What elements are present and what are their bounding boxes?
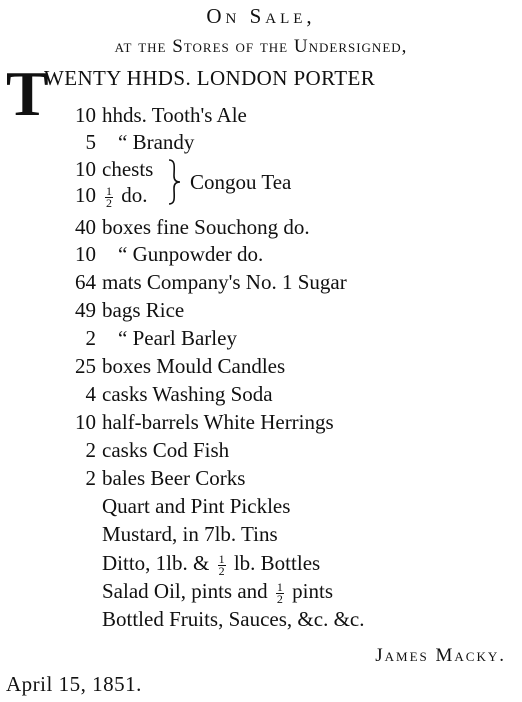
item-description: Ditto, 1lb. & $\frac{1}{2}$ lb. Bottles (102, 551, 321, 578)
item-quantity: 10 (75, 183, 96, 207)
item-description: hhds. Tooth's Ale (102, 103, 247, 127)
item-description: “ Brandy (118, 130, 195, 154)
item-quantity: 10 (75, 103, 96, 127)
item-description: casks Cod Fish (102, 438, 230, 462)
item-quantity: 10 (75, 410, 96, 434)
item-description: boxes Mould Candles (102, 354, 286, 378)
drop-cap: T (6, 58, 49, 129)
item-quantity: 25 (75, 354, 96, 378)
item-quantity: 64 (75, 270, 96, 294)
heading-stores: at the Stores of the Undersigned, (114, 36, 408, 57)
item-quantity: 49 (75, 298, 96, 322)
fraction: $\frac{1}{2}$ (276, 579, 283, 606)
item-description: chests (102, 157, 154, 181)
item-description: $\frac{1}{2}$ do. (106, 183, 148, 210)
item-description: boxes fine Souchong do. (102, 215, 310, 239)
fraction: $\frac{1}{2}$ (218, 551, 225, 578)
fraction: $\frac{1}{2}$ (106, 183, 112, 210)
item-description: casks Washing Soda (102, 382, 273, 406)
item-quantity: 2 (85, 326, 96, 350)
item-description: bags Rice (102, 298, 185, 322)
item-quantity: 2 (85, 466, 96, 490)
tea-group-label: Congou Tea (190, 170, 292, 194)
first-item-text: WENTY HHDS. LONDON PORTER (44, 66, 376, 90)
item-description: “ Pearl Barley (118, 326, 237, 350)
item-description: Salad Oil, pints and $\frac{1}{2}$ pints (102, 579, 333, 606)
item-description: Mustard, in 7lb. Tins (102, 522, 278, 546)
item-quantity: 10 (75, 242, 96, 266)
item-description: bales Beer Corks (102, 466, 246, 490)
date-line: April 15, 1851. (6, 672, 142, 696)
item-quantity: 4 (85, 382, 96, 406)
item-quantity: 5 (85, 130, 96, 154)
item-quantity: 2 (85, 438, 96, 462)
item-quantity: 10 (75, 157, 96, 181)
item-description: Bottled Fruits, Sauces, &c. &c. (102, 607, 365, 631)
item-quantity: 40 (75, 215, 96, 239)
item-description: Quart and Pint Pickles (102, 494, 291, 518)
item-description: “ Gunpowder do. (118, 242, 264, 266)
heading-on-sale: On Sale, (206, 4, 316, 28)
curly-brace-icon (166, 158, 182, 206)
signature: James Macky. (375, 645, 506, 666)
item-description: half-barrels White Herrings (102, 410, 334, 434)
tea-group (0, 156, 522, 208)
item-description: mats Company's No. 1 Sugar (102, 270, 347, 294)
